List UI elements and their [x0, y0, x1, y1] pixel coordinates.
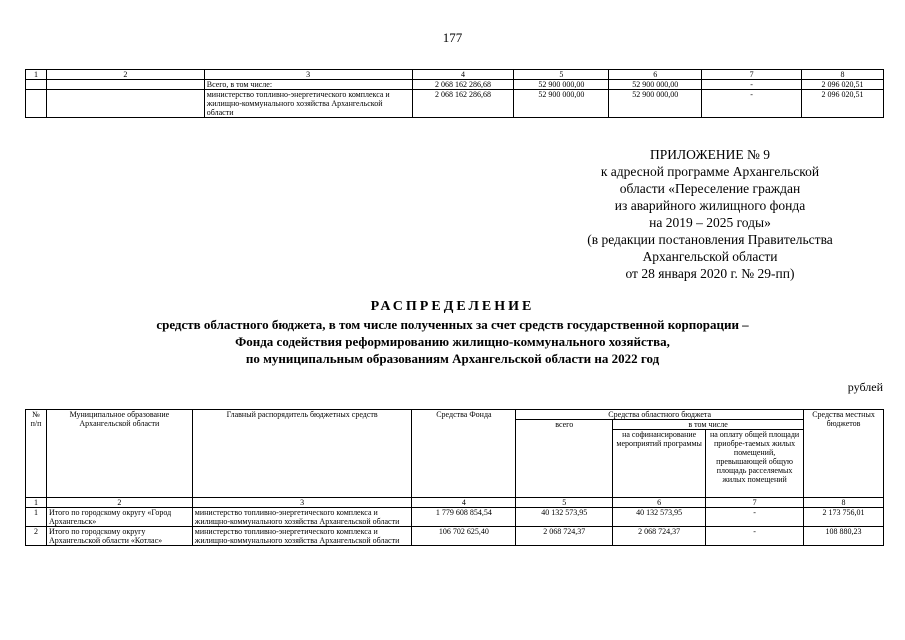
cell-municipality: Итого по городскому округу Архангельской области «Котлас» [46, 527, 192, 546]
appendix-block [560, 146, 860, 282]
cell [26, 80, 47, 90]
title-line: Фонда содействия реформированию жилищно-коммунального хозяйства, [235, 334, 670, 349]
page-number: 177 [442, 30, 463, 45]
cell [46, 90, 204, 118]
header-total: всего [516, 420, 613, 498]
col-number: 8 [804, 498, 884, 508]
cell-total: 2 068 724,37 [516, 527, 613, 546]
distribution-table [25, 409, 884, 546]
col-number: 5 [514, 70, 609, 80]
cell-excess: - [706, 508, 804, 527]
table-row [26, 80, 884, 90]
cell-local: 108 880,23 [804, 527, 884, 546]
table-row [26, 527, 884, 546]
col-number: 4 [412, 70, 514, 80]
cell: 52 900 000,00 [609, 80, 702, 90]
cell [46, 80, 204, 90]
col-number: 8 [802, 70, 884, 80]
header-cofinancing: на софинансирование мероприятий программы [613, 430, 706, 498]
col-number: 1 [26, 498, 47, 508]
col-number: 4 [412, 498, 516, 508]
header-row [26, 410, 884, 420]
cell: 2 068 162 286,68 [412, 80, 514, 90]
col-number: 2 [46, 498, 192, 508]
cell-fund: 1 779 608 854,54 [412, 508, 516, 527]
cell: министерство топливно-энергетического комплекса и жилищно-коммунального хозяйства Архангельской области [204, 90, 412, 118]
cell-fund: 106 702 625,40 [412, 527, 516, 546]
header-administrator: Главный распорядитель бюджетных средств [192, 410, 412, 498]
cell: 2 096 020,51 [802, 90, 884, 118]
title-line: по муниципальным образованиям Архангельской области на 2022 год [245, 351, 660, 366]
col-number: 6 [613, 498, 706, 508]
title-line: средств областного бюджета, в том числе полученных за счет средств государственной корпорации – [156, 317, 749, 332]
cell-administrator: министерство топливно-энергетического комплекса и жилищно-коммунального хозяйства Архангельской области [192, 508, 412, 527]
appendix-line: из аварийного жилищного фонда [614, 198, 806, 213]
cell: 52 900 000,00 [514, 90, 609, 118]
appendix-line: ПРИЛОЖЕНИЕ № 9 [649, 147, 771, 162]
header-local-budgets: Средства местных бюджетов [804, 410, 884, 498]
cell: Всего, в том числе: [204, 80, 412, 90]
col-number: 7 [702, 70, 802, 80]
cell-total: 40 132 573,95 [516, 508, 613, 527]
document-title [0, 298, 905, 367]
cell-num: 1 [26, 508, 47, 527]
appendix-line: к адресной программе Архангельской [600, 164, 820, 179]
header-regional-budget: Средства областного бюджета [516, 410, 804, 420]
appendix-line: от 28 января 2020 г. № 29-пп) [625, 266, 795, 281]
table-row [26, 90, 884, 118]
header-municipality: Муниципальное образование Архангельской области [46, 410, 192, 498]
table-row [26, 508, 884, 527]
appendix-line: Архангельской области [642, 249, 778, 264]
cell: - [702, 90, 802, 118]
table-row [26, 498, 884, 508]
appendix-line: на 2019 – 2025 годы» [649, 215, 771, 230]
header-num: № п/п [26, 410, 47, 498]
cell: 52 900 000,00 [514, 80, 609, 90]
header-excess-area: на оплату общей площади приобре-таемых жилых помещений, превышающей общую площадь расселяемых жилых помещений [706, 430, 804, 498]
cell-num: 2 [26, 527, 47, 546]
col-number: 7 [706, 498, 804, 508]
cell-cofinancing: 2 068 724,37 [613, 527, 706, 546]
cell-cofinancing: 40 132 573,95 [613, 508, 706, 527]
col-number: 5 [516, 498, 613, 508]
header-including: в том числе [613, 420, 804, 430]
appendix-line: области «Переселение граждан [619, 181, 801, 196]
cell: - [702, 80, 802, 90]
col-number: 1 [26, 70, 47, 80]
units-label: рублей [847, 380, 883, 394]
table-row [26, 70, 884, 80]
title-heading: РАСПРЕДЕЛЕНИЕ [370, 299, 535, 314]
col-number: 6 [609, 70, 702, 80]
col-number: 2 [46, 70, 204, 80]
header-fund: Средства Фонда [412, 410, 516, 498]
appendix-line: (в редакции постановления Правительства [587, 232, 833, 247]
cell: 2 096 020,51 [802, 80, 884, 90]
cell: 2 068 162 286,68 [412, 90, 514, 118]
col-number: 3 [192, 498, 412, 508]
cell: 52 900 000,00 [609, 90, 702, 118]
top-table [25, 69, 884, 118]
cell-municipality: Итого по городскому округу «Город Архангельск» [46, 508, 192, 527]
cell-local: 2 173 756,01 [804, 508, 884, 527]
cell [26, 90, 47, 118]
cell-excess: - [706, 527, 804, 546]
cell-administrator: министерство топливно-энергетического комплекса и жилищно-коммунального хозяйства Архангельской области [192, 527, 412, 546]
col-number: 3 [204, 70, 412, 80]
